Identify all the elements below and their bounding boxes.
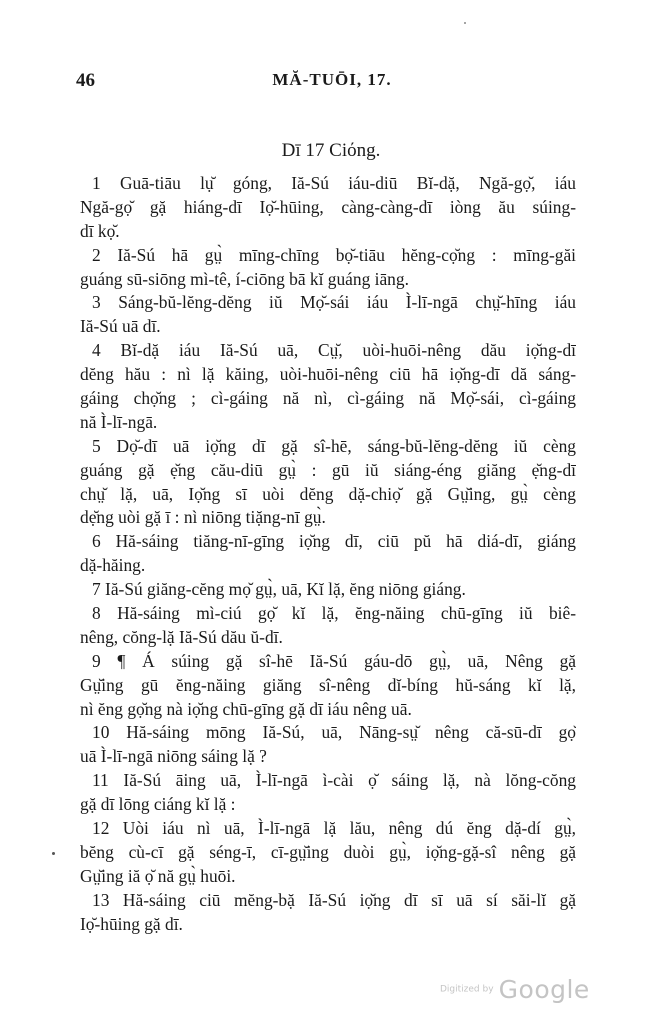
speck-mark xyxy=(464,22,466,24)
text-line: 1 Guā-tiāu lụ̆ góng, Iă-Sú iáu-diū Bĭ-dặ, Ngă-gọ̆, iáu xyxy=(92,173,576,193)
watermark-brand: Google xyxy=(498,975,590,1004)
text-line: 6 Hă-sáing tiăng-nī-gīng iọ̆ng dī, ciū pŭ hā diá-dī, giáng xyxy=(92,531,576,552)
text-line: Iă-Sú uā dī. xyxy=(80,316,161,337)
text-line: 4 Bĭ-dặ iáu Iă-Sú uā, Cṳ̆, uòi-huōi-nêng dău iọ̆ng-dī xyxy=(92,340,576,361)
text-line: gáing chọ̆ng ; cì-gáing nă nì, cì-gáing nă Mọ̆-sái, cì-gáing xyxy=(80,388,576,409)
text-line: guáng sū-siōng mì-tê, í-ciōng bā kĭ guáng iāng. xyxy=(80,268,409,289)
text-line: dẹ̆ng uòi gặ ī : nì niōng tiặng-nī gṳ̀. xyxy=(80,507,326,528)
watermark-prefix: Digitized by xyxy=(440,984,494,995)
text-line: dĕng hău : nì lặ kăing, uòi-huōi-nêng ciū hā iọ̆ng-dī dă sáng- xyxy=(80,364,576,385)
text-line: nă Ì-lī-ngā. xyxy=(80,411,158,432)
running-head: MĂ-TUŌI, 17. xyxy=(272,70,392,89)
text-line: 8 Hă-sáing mì-ciú gọ̆ kĭ lặ, ĕng-năing chū-gīng iŭ biê- xyxy=(92,603,576,624)
page-number: 46 xyxy=(76,70,95,91)
text-line: 9 ¶ Á súing gặ sî-hē Iă-Sú gáu-dō gṳ̀, uā, Nêng gặ xyxy=(92,650,576,671)
text-line: 10 Hă-sáing mōng Iă-Sú, uā, Nāng-sṳ̆ nêng că-sū-dī gọ̆ xyxy=(92,722,576,743)
text-line: 11 Iă-Sú āing uā, Ì-lī-ngā ì-cài ọ̆ sáing lặ, nà lŏng-cŏng xyxy=(92,770,576,791)
text-line: bĕng cù-cī gặ séng-ī, cī-gṳ̆ing duòi gṳ̀, iọ̆ng-gặ-sî nêng gặ xyxy=(80,841,576,862)
text-line: dī kọ̆. xyxy=(80,220,120,241)
text-line: gặ dī lōng ciáng kĭ lặ : xyxy=(80,794,236,815)
chapter-title: Dī 17 Ciόng. xyxy=(281,140,381,161)
text-body xyxy=(80,172,576,937)
text-line: Gṳ̆ing iă ọ̆ nă gṳ̀ huōi. xyxy=(80,865,236,886)
text-line: 2 Iă-Sú hā gṳ̀ mīng-chīng bọ̆-tiāu hĕng-cọ̆ng : mīng-găi xyxy=(92,244,576,265)
text-line: Iọ̆-hūing gặ dī. xyxy=(80,913,183,934)
text-line: 7 Iă-Sú giăng-cĕng mọ̆ gṳ̀, uā, Kĭ lặ, ĕng niōng giáng. xyxy=(92,579,466,600)
text-line: Ngă-gọ̆ gặ hiáng-dī Iọ̆-hūing, càng-càng-dī iòng ău súing- xyxy=(80,196,576,217)
text-line: uā Ì-lī-ngā niōng sáing lặ ? xyxy=(80,746,267,767)
text-line: chṳ̆ lặ, uā, Iọ̆ng sī uòi dĕng dặ-chiọ̆ gặ Gṳ̆ing, gṳ̀ cèng xyxy=(80,483,576,504)
text-line: 12 Uòi iáu nì uā, Ì-lī-ngā lặ lău, nêng dú ĕng dặ-dí gṳ̀, xyxy=(92,818,576,839)
text-line: nêng, cŏng-lặ Iă-Sú dău ŭ-dī. xyxy=(80,626,283,647)
text-line: 5 Dọ̆-dī uā iọ̆ng dī gặ sî-hē, sáng-bŭ-lĕng-dĕng iŭ cèng xyxy=(92,435,576,456)
speck-mark xyxy=(52,852,55,855)
text-line: Gṳ̆ing gū ĕng-năing giăng sî-nêng dĭ-bíng hŭ-sáng kĭ lặ, xyxy=(80,674,576,695)
text-line: nì ĕng gọ̆ng nà iọ̆ng chū-gīng gặ dī iáu nêng uā. xyxy=(80,698,412,719)
text-line: dặ-hăing. xyxy=(80,555,146,576)
text-line: guáng gặ ẹ̆ng cău-diū gṳ̀ : gū iŭ siáng-éng giăng ẹ̆ng-dī xyxy=(80,459,576,480)
text-line: 13 Hă-sáing ciū mĕng-bặ Iă-Sú iọ̆ng dī sī uā sí săi-lĭ gặ xyxy=(92,889,576,910)
text-line: 3 Sáng-bŭ-lĕng-dĕng iŭ Mọ̆-sái iáu Ì-lī-ngā chṳ̆-hīng iáu xyxy=(92,292,576,313)
digitized-by-google-watermark xyxy=(440,975,590,1004)
